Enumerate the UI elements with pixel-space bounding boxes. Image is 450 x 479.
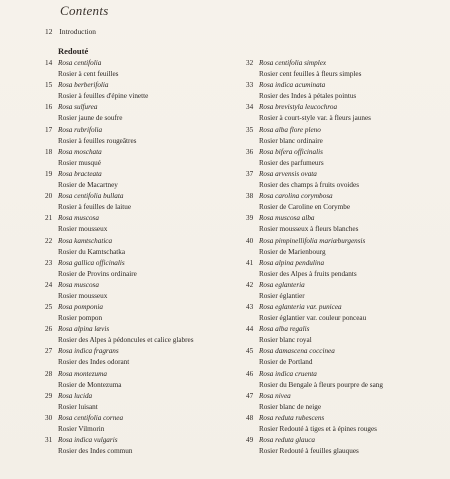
entry-number: 18 [45,147,53,156]
contents-entry[interactable] [246,58,450,80]
entry-number: 47 [246,391,254,400]
contents-entry[interactable] [45,102,250,124]
entry-number: 19 [45,169,53,178]
french-name: Rosier blanc ordinaire [259,136,323,145]
contents-entry[interactable] [45,346,250,368]
latin-name: Rosa muscosa [58,214,99,223]
latin-name: Rosa carolina corymbosa [259,192,333,201]
french-name: Rosier de Marienbourg [259,247,326,256]
contents-entry[interactable] [246,391,450,413]
entry-number: 43 [246,303,254,312]
entry-number: 42 [246,280,254,289]
contents-entry[interactable] [45,435,250,457]
latin-name: Rosa kamtschatica [58,236,113,245]
latin-name: Rosa reduta rubescens [259,414,325,422]
french-name: Rosier de Portland [259,358,313,367]
contents-entry[interactable] [246,125,450,147]
french-name: Rosier mousseux [58,291,108,300]
entry-number: 28 [45,369,53,378]
latin-name: Rosa gallica officinalis [58,258,125,267]
latin-name: Rosa lucida [58,391,93,400]
contents-entry[interactable] [246,435,450,457]
french-name: Rosier mousseux à fleurs blanches [259,225,359,234]
contents-entry[interactable] [45,280,250,302]
entry-number: 29 [45,391,53,400]
entry-number: 26 [45,325,53,334]
latin-name: Rosa brevistyla leucochroa [259,103,338,112]
entry-number: 36 [246,147,254,156]
french-name: Rosier des Indes odorant [58,358,130,367]
entry-number: 40 [246,236,254,245]
latin-name: Rosa damascena coccinea [259,347,335,356]
entry-number: 30 [45,414,53,422]
latin-name: Rosa centifolia bullata [58,192,124,201]
french-name: Rosier jaune de soufre [58,114,123,123]
latin-name: Rosa arvensis ovata [259,169,317,178]
latin-name: Rosa muscosa alba [259,214,315,223]
entry-number: 31 [45,436,53,445]
contents-entry[interactable] [45,391,250,413]
french-name: Rosier Redouté à feuilles glauques [259,447,359,456]
latin-name: Rosa bracteata [58,169,102,178]
latin-name: Rosa eglanteria [259,280,305,289]
latin-name: Rosa montezuma [58,369,107,378]
entry-number: 15 [45,81,53,90]
contents-entry[interactable] [45,125,250,147]
contents-entry[interactable] [45,80,250,102]
french-name: Rosier à court-style var. à fleurs jaunes [259,114,371,123]
latin-name: Rosa centifolia simplex [259,59,327,67]
contents-entry[interactable] [246,280,450,302]
french-name: Rosier des Alpes à fruits pendants [259,269,357,278]
latin-name: Rosa nivea [259,391,291,400]
latin-name: Rosa eglanteria var. punicea [259,303,342,312]
french-name: Rosier de Montezuma [58,380,122,389]
latin-name: Rosa bifera officinalis [259,147,323,156]
latin-name: Rosa indica fragrans [58,347,119,356]
french-name: Rosier cent feuilles à fleurs simples [259,70,362,78]
french-name: Rosier luisant [58,402,98,411]
contents-entry[interactable] [45,191,250,213]
entry-number: 44 [246,325,254,334]
latin-name: Rosa indica acuminata [259,81,326,90]
contents-entry[interactable] [246,258,450,280]
latin-name: Rosa indica cruenta [259,369,317,378]
french-name: Rosier à feuilles d'épine vinette [58,92,149,101]
contents-entry[interactable] [45,58,250,80]
latin-name: Rosa alpina pendulina [259,258,325,267]
entry-number: 38 [246,192,254,201]
entry-number: 17 [45,125,53,134]
contents-entry[interactable] [246,413,450,435]
section-heading: Redouté [58,46,89,56]
french-name: Rosier des Alpes à pédoncules et calice glabres [58,336,194,345]
latin-name: Rosa moschata [58,147,102,156]
entry-number: 16 [45,103,53,112]
french-name: Rosier pompon [58,314,103,323]
latin-name: Rosa rubrifolia [58,125,103,134]
french-name: Rosier des champs à fruits ovoides [259,180,360,189]
entry-number: 33 [246,81,254,90]
latin-name: Rosa alba regalis [259,325,310,334]
contents-entry[interactable] [45,258,250,280]
contents-entry[interactable] [45,369,250,391]
contents-entry[interactable] [246,236,450,258]
contents-column-right [246,58,450,457]
french-name: Rosier des Indes commun [58,447,133,456]
latin-name: Rosa alba flore pleno [259,125,321,134]
entry-number: 41 [246,258,254,267]
french-name: Rosier à feuilles rougeâtres [58,136,137,145]
entry-number: 32 [246,59,254,67]
french-name: Rosier Vilmorin [58,425,105,433]
french-name: Rosier mousseux [58,225,108,234]
french-name: Rosier de Provins ordinaire [58,269,137,278]
french-name: Rosier musqué [58,158,101,167]
french-name: Rosier de Macartney [58,180,118,189]
french-name: Rosier églantier [259,291,305,300]
contents-entry[interactable] [45,147,250,169]
entry-number: 35 [246,125,254,134]
latin-name: Rosa sulfurea [58,103,98,112]
entry-number: 12 [45,27,53,36]
french-name: Rosier à cent feuilles [58,70,119,78]
latin-name: Rosa indica vulgaris [58,436,118,445]
entry-number: 45 [246,347,254,356]
entry-title: Introduction [59,27,96,36]
contents-entry[interactable] [246,324,450,346]
french-name: Rosier des parfumeurs [259,158,324,167]
entry-number: 20 [45,192,53,201]
latin-name: Rosa centifolia [58,59,102,67]
entry-number: 34 [246,103,254,112]
contents-entry[interactable] [246,369,450,391]
entry-number: 46 [246,369,254,378]
entry-number: 27 [45,347,53,356]
french-name: Rosier églantier var. couleur ponceau [259,314,367,323]
entry-number: 37 [246,169,254,178]
entry-number: 21 [45,214,53,223]
contents-entry[interactable] [45,213,250,235]
page-title: Contents [60,3,109,18]
contents-entry[interactable] [45,324,250,346]
contents-entry[interactable] [45,413,250,435]
latin-name: Rosa centifolia cornea [58,414,124,422]
latin-name: Rosa reduta glauca [259,436,316,445]
contents-entry[interactable] [45,169,250,191]
contents-entry[interactable] [246,346,450,368]
french-name: Rosier des Indes à pétales pointus [259,92,357,101]
latin-name: Rosa alpina lævis [58,325,110,334]
french-name: Rosier du Kamtschatka [58,247,126,256]
entry-number: 22 [45,236,53,245]
entry-number: 49 [246,436,254,445]
entry-number: 23 [45,258,53,267]
entry-number: 14 [45,59,53,67]
latin-name: Rosa pomponia [58,303,103,312]
entry-number: 39 [246,214,254,223]
contents-entry[interactable] [45,236,250,258]
contents-entry[interactable] [246,80,450,102]
contents-entry[interactable] [246,102,450,124]
entry-number: 25 [45,303,53,312]
intro-entry[interactable] [45,27,96,37]
latin-name: Rosa muscosa [58,280,99,289]
latin-name: Rosa pimpinellifolia mariæburgensis [259,236,366,245]
french-name: Rosier à feuilles de laitue [58,203,132,212]
french-name: Rosier blanc de neige [259,402,322,411]
contents-entry[interactable] [246,191,450,213]
entry-number: 48 [246,414,254,422]
contents-column-left [45,58,250,457]
latin-name: Rosa berberifolia [58,81,109,90]
french-name: Rosier du Bengale à fleurs pourpre de sang [259,380,383,389]
french-name: Rosier Redouté à tiges et à épines rouges [259,425,377,433]
contents-entry[interactable] [246,147,450,169]
entry-number: 24 [45,280,53,289]
contents-entry[interactable] [246,302,450,324]
contents-entry[interactable] [45,302,250,324]
french-name: Rosier blanc royal [259,336,312,345]
contents-entry[interactable] [246,213,450,235]
french-name: Rosier de Caroline en Corymbe [259,203,351,212]
contents-entry[interactable] [246,169,450,191]
